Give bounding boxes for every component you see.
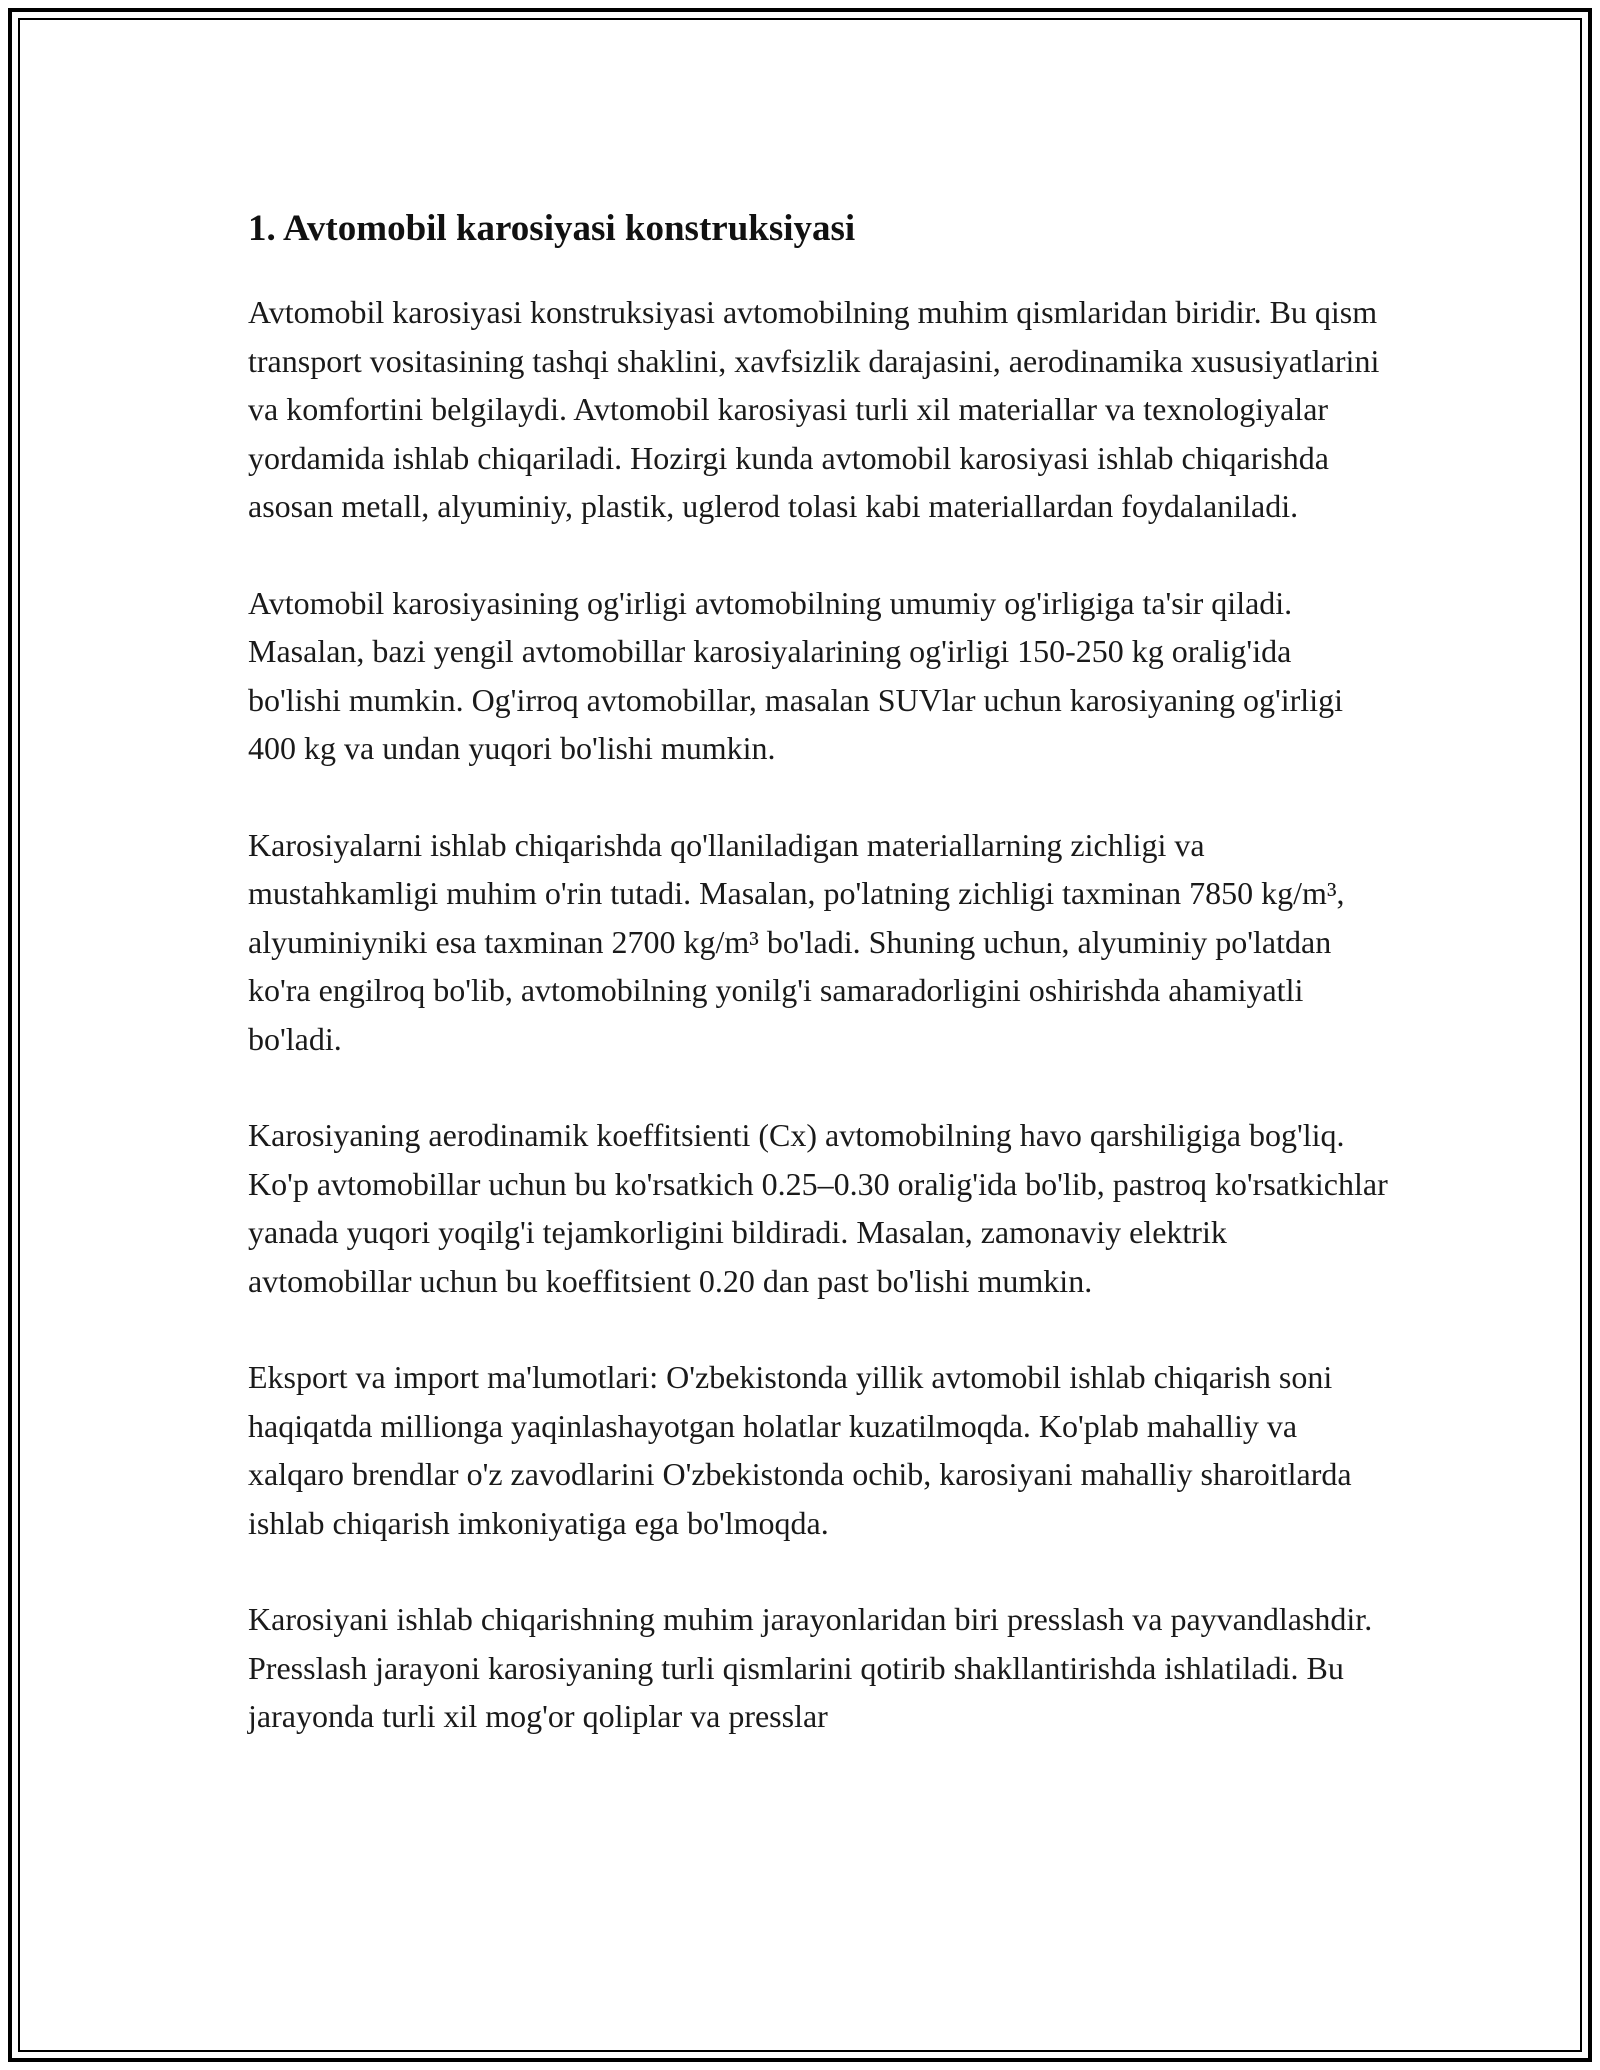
paragraph-intro: Avtomobil karosiyasi konstruksiyasi avtomobilning muhim qismlaridan biridir. Bu qism transport vositasining tashqi shaklini, xavfsizlik darajasini, aerodinamika xususiyatlarini va komfortini belgilaydi. Avtomobil karosiyasi turli xil materiallar va texnologiyalar yordamida ishlab chiqariladi. Hozirgi kunda avtomobil karosiyasi ishlab chiqarishda asosan metall, alyuminiy, plastik, uglerod tolasi kabi materiallardan foydalaniladi. <box>248 294 1380 524</box>
paragraph-export-import: Eksport va import ma'lumotlari: O'zbekistonda yillik avtomobil ishlab chiqarish soni haqiqatda millionga yaqinlashayotgan holatlar kuzatilmoqda. Ko'plab mahalliy va xalqaro brendlar o'z zavodlarini O'zbekistonda ochib, karosiyani mahalliy sharoitlarda ishlab chiqarish imkoniyatiga ega bo'lmoqda. <box>248 1359 1352 1541</box>
document-body <box>248 200 1388 1789</box>
paragraph-materials: Karosiyalarni ishlab chiqarishda qo'llaniladigan materiallarning zichligi va mustahkamligi muhim o'rin tutadi. Masalan, po'latning zichligi taxminan 7850 kg/m³, alyuminiyniki esa taxminan 2700 kg/m³ bo'ladi. Shuning uchun, alyuminiy po'latdan ko'ra engilroq bo'lib, avtomobilning yonilg'i samaradorligini oshirishda ahamiyatli bo'ladi. <box>248 826 1345 1057</box>
paragraph-aerodynamics: Karosiyaning aerodinamik koeffitsienti (Cx) avtomobilning havo qarshiligiga bog'liq. Ko'p avtomobillar uchun bu ko'rsatkich 0.25–0.30 oralig'ida bo'lib, pastroq ko'rsatkichlar yanada yuqori yoqilg'i tejamkorligini bildiradi. Masalan, zamonaviy elektrik avtomobillar uchun bu koeffitsient 0.20 dan past bo'lishi mumkin. <box>248 1117 1388 1299</box>
page-border <box>8 8 1592 2062</box>
paragraph-pressing: Karosiyani ishlab chiqarishning muhim jarayonlaridan biri presslash va payvandlashdir. Presslash jarayoni karosiyaning turli qismlarini qotirib shakllantirishda ishlatiladi. Bu jarayonda turli xil mog'or qoliplar va presslar <box>248 1601 1373 1734</box>
paragraph-weight: Avtomobil karosiyasining og'irligi avtomobilning umumiy og'irligiga ta'sir qiladi. Masalan, bazi yengil avtomobillar karosiyalarining og'irligi 150-250 kg oralig'ida bo'lishi mumkin. Og'irroq avtomobillar, masalan SUVlar uchun karosiyaning og'irligi 400 kg va undan yuqori bo'lishi mumkin. <box>248 584 1343 766</box>
section-heading: 1. Avtomobil karosiyasi konstruksiyasi <box>248 208 856 249</box>
